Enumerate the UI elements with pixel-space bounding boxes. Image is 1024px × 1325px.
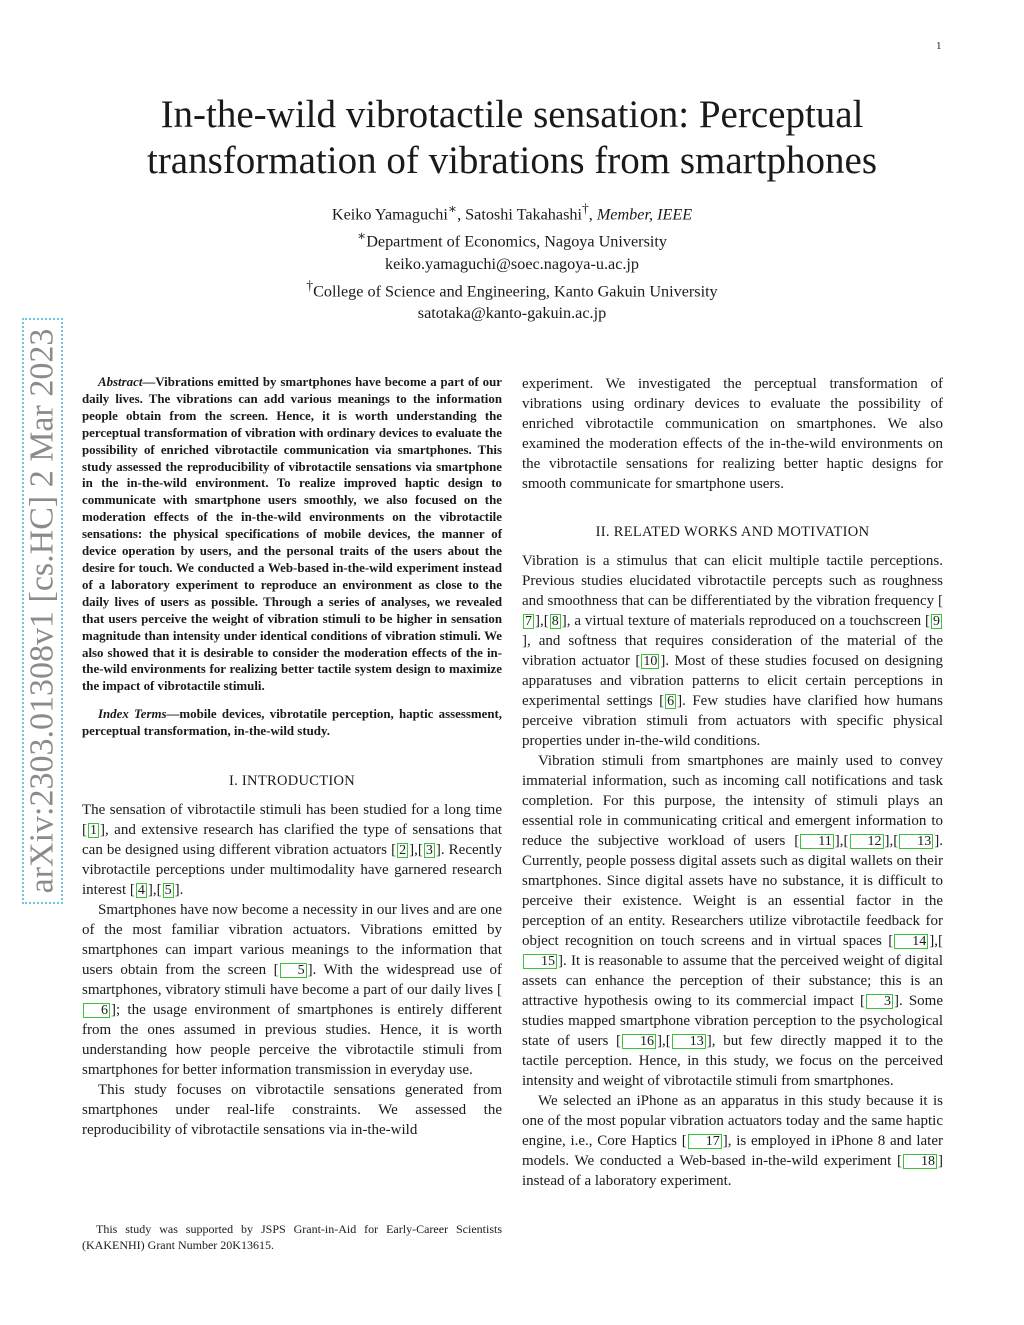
funding-footnote: This study was supported by JSPS Grant-in-Aid for Early-Career Scientists (KAKENHI) Grant Number 20K13615. xyxy=(82,1222,502,1252)
citation-link[interactable]: 13 xyxy=(672,1034,706,1049)
section-heading-related-works: II. RELATED WORKS AND MOTIVATION xyxy=(595,524,870,540)
citation-link[interactable]: 18 xyxy=(903,1154,937,1169)
email-1[interactable]: keiko.yamaguchi@soec.nagoya-u.ac.jp xyxy=(384,254,640,273)
arxiv-id: arXiv:2303.01308v1 [cs.HC] 2 Mar 2023 xyxy=(23,328,61,894)
left-column xyxy=(82,374,502,1140)
citation-link[interactable]: 16 xyxy=(622,1034,656,1049)
citation-link[interactable]: 14 xyxy=(894,934,928,949)
abstract: Abstract—Vibrations emitted by smartphones have become a part of our daily lives. The vibrations can add various meanings to the information people obtain from the screen. Hence, it is worth understanding the perceptual transformation of vibration with ordinary devices to evaluate the possibility of enriched vibrotactile communication via smartphones. This study assessed the reproducibility of vibrotactile sensations via smartphone in the in-the-wild environment. To realize improved haptic design to communicate with smartphone users smoothly, we also focused on the moderation effects of the in-the-wild environments on the vibrotactile sensations: the physical specifications of mobile devices, the manner of device operation by users, and the personal traits of the users about the desire for touch. We conducted a Web-based in-the-wild experiment instead of a laboratory experiment to reproduce an environment as close to the daily lives of users as possible. Through a series of analyses, we revealed that users perceive the weight of vibration stimuli to be higher in sensation magnitude than intensity under identical conditions of vibration stimuli. We also showed that it is desirable to consider the moderation effects of the in-the-wild environments for realizing better tactile system design to maximize the impact of vibrotactile stimuli. xyxy=(82,375,502,694)
author-block xyxy=(160,198,864,324)
citation-link[interactable]: 10 xyxy=(643,654,658,669)
citation-link[interactable]: 12 xyxy=(850,834,884,849)
citation-link[interactable]: 5 xyxy=(280,963,307,978)
citation-link[interactable]: 7 xyxy=(525,614,532,629)
citation-link[interactable]: 17 xyxy=(688,1134,722,1149)
intro-continuation: experiment. We investigated the perceptual transformation of vibrations using ordinary devices to evaluate the possibility of enriched vibrotactile communication on smartphones. We also examined the moderation effects of the in-the-wild environments on the vibrotactile sensations for realizing better haptic designs for smooth communicate for smartphone users. xyxy=(522,376,943,492)
intro-paragraph-2: Smartphones have now become a necessity in our lives and are one of the most familiar vibration actuators. Vibrations emitted by smartphones can impart various meanings to the information that users obtain from the screen [ 5 ]. With the widespread use of smartphones, vibratory stimuli have become a part of our daily lives [6 ]; the usage environment of smartphones is entirely different from the ones assumed in previous studies. Hence, it is worth understanding how people perceive the vibrotactile stimuli from smartphones for better information transmission in everyday use. xyxy=(82,902,503,1079)
arxiv-stamp[interactable] xyxy=(22,318,63,904)
related-paragraph-3: We selected an iPhone as an apparatus in this study because it is one of the most popular vibration actuators today and the same haptic engine, i.e., Core Haptics [ 17 ], is employed in iPhone 8 and later models. We conducted a Web-based in-the-wild experiment [ 18 ] instead of a laboratory experiment. xyxy=(522,1093,943,1189)
citation-link[interactable]: 5 xyxy=(164,883,172,899)
citation-link[interactable]: 6 xyxy=(83,1003,110,1018)
email-2[interactable]: satotaka@kanto-gakuin.ac.jp xyxy=(417,304,607,323)
related-paragraph-1: Vibration is a stimulus that can elicit multiple tactile perceptions. Previous studies elucidated vibrotactile percepts such as roughness and smoothness that can be differentiated by the vibration frequency [7 ],[ 8 ], a virtual texture of materials reproduced on a touchscreen [ 9], and softness that requires consideration of the material of the vibration actuator [ 10 ]. Most of these studies focused on designing apparatuses and vibration patterns to elicit certain perceptions in experimental settings [ 6 ]. Few studies have clarified how humans perceive vibration stimuli from actuators with specific physical properties under in-the-wild conditions. xyxy=(522,553,943,749)
affiliation-1: ∗Department of Economics, Nagoya University xyxy=(357,228,667,251)
affiliation-2: †College of Science and Engineering, Kanto Gakuin University xyxy=(306,277,718,301)
citation-link[interactable]: 2 xyxy=(399,843,407,859)
citation-link[interactable]: 15 xyxy=(523,954,557,969)
author-names: Keiko Yamaguchi∗, Satoshi Takahashi†, Member, IEEE xyxy=(331,201,693,224)
citation-link[interactable]: 11 xyxy=(800,834,833,849)
intro-paragraph-1: The sensation of vibrotactile stimuli has been studied for a long time [ 1 ], and extensive research has clarified the type of sensations that can be designed using different vibration actuators [ 2 ],[ 3 ]. Recently vibrotactile perceptions under multimodality have garnered research interest [ 4 ],[ 5 ]. xyxy=(82,802,502,899)
citation-link[interactable]: 9 xyxy=(933,614,940,629)
related-paragraph-2: Vibration stimuli from smartphones are mainly used to convey immaterial information, such as incoming call notifications and task completion. For this purpose, the intensity of stimuli plays an essential role in communicating critical and emergent information to reduce the subjective workload of users [ 11 ],[ 12 ],[ 13 ]. Currently, people possess digital assets such as digital wallets on their smartphones. Since digital assets have no substance, it is difficult to perceive their existence. Weight is an essential factor in the perception of an entity. Researchers utilize vibrotactile feedback for object recognition on touch screens and in virtual spaces [ 14 ],[15 ]. It is reasonable to assume that the perceived weight of digital assets can enhance the perception of their substance; this is an attractive hypothesis owing to its commercial impact [ 3 ]. Some studies mapped smartphone vibration perception to the psychological state of users [ 16 ],[ 13 ], but few directly mapped it to the tactile perception. Hence, in this study, we focus on the perceived intensity and weight of vibrotactile stimuli from smartphones. xyxy=(522,753,944,1089)
title-line-2: transformation of vibrations from smartphones xyxy=(146,139,877,182)
index-terms: Index Terms—mobile devices, vibrotatile perception, haptic assessment, perceptual transformation, in-the-wild study. xyxy=(82,707,503,739)
section-heading-introduction: I. INTRODUCTION xyxy=(228,773,356,790)
citation-link[interactable]: 8 xyxy=(551,614,559,629)
citation-link[interactable]: 4 xyxy=(137,883,145,899)
paper-title xyxy=(80,92,944,184)
citation-link[interactable]: 3 xyxy=(425,843,433,859)
intro-paragraph-3: This study focuses on vibrotactile sensations generated from smartphones under real-life constraints. We assessed the reproducibility of vibrotactile sensations via in-the-wild xyxy=(82,1082,502,1139)
page-number: 1 xyxy=(936,40,942,52)
citation-link[interactable]: 13 xyxy=(899,834,933,849)
title-line-1: In-the-wild vibrotactile sensation: Perceptual xyxy=(160,93,864,136)
right-column xyxy=(522,374,943,1191)
citation-link[interactable]: 3 xyxy=(866,994,893,1009)
citation-link[interactable]: 1 xyxy=(90,823,97,839)
citation-link[interactable]: 6 xyxy=(667,694,675,709)
